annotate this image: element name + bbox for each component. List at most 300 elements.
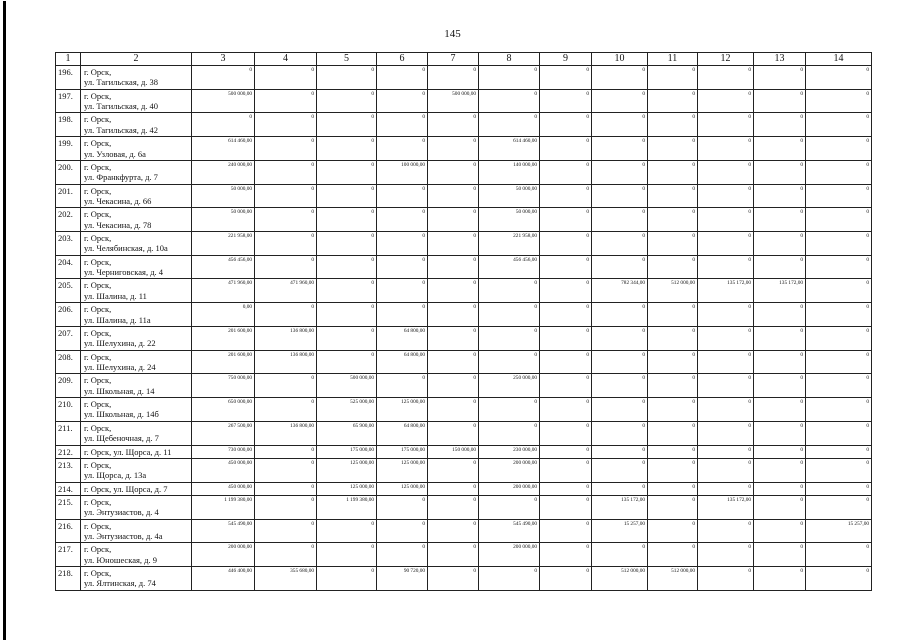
table-row (56, 350, 872, 374)
value-cell: 100 000,00 (377, 160, 428, 184)
address-cell (81, 208, 192, 232)
value-cell: 0 (592, 160, 648, 184)
value-cell: 0 (806, 445, 872, 458)
table-row (56, 232, 872, 256)
address-cell (81, 543, 192, 567)
value-cell: 0 (479, 113, 540, 137)
value-cell: 0 (648, 113, 698, 137)
value-cell: 730 000,00 (192, 445, 255, 458)
address-line: г. Орск, (84, 280, 112, 291)
address-cell (81, 482, 192, 495)
value-cell: 456 456,00 (192, 255, 255, 279)
value-cell: 0 (648, 208, 698, 232)
value-cell: 512 000,00 (648, 279, 698, 303)
value-cell: 0 (698, 303, 754, 327)
column-header-3: 3 (192, 53, 255, 66)
value-cell: 0 (806, 303, 872, 327)
value-cell: 0 (698, 421, 754, 445)
value-cell: 0 (754, 255, 806, 279)
value-cell: 0 (377, 184, 428, 208)
address-cell (81, 279, 192, 303)
value-cell: 0 (540, 445, 592, 458)
value-cell: 0 (255, 66, 317, 90)
address-cell (81, 303, 192, 327)
value-cell: 0 (540, 519, 592, 543)
value-cell: 0 (754, 89, 806, 113)
value-cell: 140 000,00 (479, 160, 540, 184)
value-cell: 545 490,00 (479, 519, 540, 543)
column-header-7: 7 (428, 53, 479, 66)
value-cell: 0 (540, 232, 592, 256)
row-number: 208. (56, 350, 81, 374)
value-cell: 0 (698, 482, 754, 495)
value-cell: 471 960,00 (192, 279, 255, 303)
value-cell: 0 (317, 303, 377, 327)
address-line: ул. Шалина, д. 11а (84, 314, 151, 325)
value-cell: 135 172,00 (698, 279, 754, 303)
value-cell: 0 (255, 519, 317, 543)
value-cell: 0 (754, 160, 806, 184)
value-cell: 0 (754, 519, 806, 543)
value-cell: 0 (592, 208, 648, 232)
address-cell (81, 495, 192, 519)
value-cell: 0 (377, 137, 428, 161)
value-cell: 135 172,00 (698, 495, 754, 519)
value-cell: 0 (428, 279, 479, 303)
value-cell: 0 (754, 113, 806, 137)
row-number: 209. (56, 374, 81, 398)
address-line: ул. Юношеская, д. 9 (84, 554, 157, 565)
value-cell: 0 (592, 445, 648, 458)
value-cell: 0 (428, 350, 479, 374)
value-cell: 650 000,00 (192, 398, 255, 422)
address-line: ул. Энтузиастов, д. 4 (84, 507, 159, 518)
value-cell: 0 (479, 66, 540, 90)
address-cell (81, 137, 192, 161)
value-cell: 0 (317, 543, 377, 567)
value-cell: 0 (377, 232, 428, 256)
value-cell: 500 000,00 (317, 374, 377, 398)
value-cell: 0 (592, 113, 648, 137)
value-cell: 0 (648, 421, 698, 445)
table-row (56, 303, 872, 327)
value-cell: 0 (428, 113, 479, 137)
row-number: 207. (56, 326, 81, 350)
value-cell: 136 800,00 (255, 326, 317, 350)
column-header-13: 13 (754, 53, 806, 66)
value-cell: 0 (648, 255, 698, 279)
value-cell: 0 (648, 184, 698, 208)
value-cell: 0 (428, 398, 479, 422)
address-line: г. Орск, (84, 304, 112, 315)
value-cell: 0 (428, 232, 479, 256)
value-cell: 0 (540, 160, 592, 184)
column-header-1: 1 (56, 53, 81, 66)
value-cell: 0 (806, 458, 872, 482)
value-cell: 0 (698, 350, 754, 374)
value-cell: 0 (317, 567, 377, 591)
value-cell: 175 000,00 (377, 445, 428, 458)
value-cell: 0 (806, 66, 872, 90)
value-cell: 0 (377, 495, 428, 519)
column-header-10: 10 (592, 53, 648, 66)
row-number: 204. (56, 255, 81, 279)
value-cell: 0 (806, 113, 872, 137)
column-header-12: 12 (698, 53, 754, 66)
address-line: ул. Школьная, д. 14б (84, 409, 159, 420)
row-number: 199. (56, 137, 81, 161)
row-number: 202. (56, 208, 81, 232)
data-table (55, 52, 872, 591)
page-edge-bar (3, 1, 6, 640)
value-cell: 0 (754, 421, 806, 445)
value-cell: 614 460,00 (192, 137, 255, 161)
value-cell: 64 800,00 (377, 421, 428, 445)
table-row (56, 279, 872, 303)
value-cell: 471 960,00 (255, 279, 317, 303)
value-cell: 0 (479, 350, 540, 374)
value-cell: 0 (754, 232, 806, 256)
value-cell: 782 344,00 (592, 279, 648, 303)
value-cell: 0 (540, 350, 592, 374)
address-line: ул. Шелухина, д. 22 (84, 338, 156, 349)
value-cell: 0 (754, 184, 806, 208)
value-cell: 267 500,00 (192, 421, 255, 445)
row-number: 198. (56, 113, 81, 137)
row-number: 196. (56, 66, 81, 90)
value-cell: 0 (540, 482, 592, 495)
address-line: ул. Тагильская, д. 42 (84, 124, 159, 135)
value-cell: 0 (592, 543, 648, 567)
address-cell (81, 160, 192, 184)
value-cell: 0 (317, 519, 377, 543)
table-row (56, 482, 872, 495)
value-cell: 0 (806, 89, 872, 113)
table-row (56, 398, 872, 422)
value-cell: 0 (540, 255, 592, 279)
table-row (56, 543, 872, 567)
value-cell: 0 (698, 445, 754, 458)
value-cell: 65 900,00 (317, 421, 377, 445)
value-cell: 0 (255, 543, 317, 567)
value-cell: 0 (592, 458, 648, 482)
value-cell: 0 (540, 279, 592, 303)
value-cell: 614 460,00 (479, 137, 540, 161)
value-cell: 0 (192, 66, 255, 90)
value-cell: 0 (806, 255, 872, 279)
value-cell: 0 (428, 208, 479, 232)
value-cell: 0 (428, 184, 479, 208)
value-cell: 0 (540, 567, 592, 591)
value-cell: 0 (806, 184, 872, 208)
value-cell: 0 (255, 184, 317, 208)
address-line: г. Орск, (84, 233, 112, 244)
value-cell: 0 (754, 350, 806, 374)
value-cell: 0 (255, 89, 317, 113)
value-cell: 0 (377, 66, 428, 90)
value-cell: 0 (754, 326, 806, 350)
value-cell: 0 (754, 495, 806, 519)
value-cell: 125 000,00 (317, 482, 377, 495)
value-cell: 0 (648, 458, 698, 482)
value-cell: 200 000,00 (479, 482, 540, 495)
value-cell: 221 958,00 (479, 232, 540, 256)
value-cell: 0 (698, 232, 754, 256)
value-cell: 0 (698, 398, 754, 422)
value-cell: 0 (698, 458, 754, 482)
value-cell: 0 (648, 482, 698, 495)
value-cell: 0 (754, 543, 806, 567)
column-header-8: 8 (479, 53, 540, 66)
address-line: ул. Тагильская, д. 40 (84, 101, 159, 112)
address-line: ул. Черниговская, д. 4 (84, 267, 164, 278)
value-cell: 0 (317, 326, 377, 350)
value-cell: 0 (479, 279, 540, 303)
value-cell: 0 (698, 567, 754, 591)
value-cell: 500 000,00 (192, 89, 255, 113)
value-cell: 0 (317, 279, 377, 303)
value-cell: 50 000,00 (192, 184, 255, 208)
value-cell: 15 257,00 (592, 519, 648, 543)
table-row (56, 160, 872, 184)
value-cell: 0 (592, 421, 648, 445)
table-header-row (56, 53, 872, 66)
value-cell: 0 (540, 303, 592, 327)
value-cell: 0 (428, 519, 479, 543)
value-cell: 0 (428, 255, 479, 279)
value-cell: 0 (479, 89, 540, 113)
value-cell: 0 (317, 113, 377, 137)
value-cell: 0 (540, 184, 592, 208)
value-cell: 0 (428, 495, 479, 519)
value-cell: 0 (592, 303, 648, 327)
address-cell (81, 445, 192, 458)
address-line: ул. Ялтинская, д. 74 (84, 578, 156, 589)
address-cell (81, 458, 192, 482)
value-cell: 50 000,00 (479, 208, 540, 232)
page-number: 145 (444, 28, 461, 40)
address-cell (81, 374, 192, 398)
address-line: ул. Тагильская, д. 38 (84, 77, 159, 88)
value-cell: 201 600,00 (192, 326, 255, 350)
value-cell: 0 (317, 255, 377, 279)
row-number: 197. (56, 89, 81, 113)
value-cell: 135 172,00 (592, 495, 648, 519)
address-line: г. Орск, (84, 209, 112, 220)
value-cell: 0 (648, 398, 698, 422)
value-cell: 0 (648, 495, 698, 519)
value-cell: 0 (540, 66, 592, 90)
value-cell: 456 456,00 (479, 255, 540, 279)
address-line: г. Орск, (84, 399, 112, 410)
value-cell: 136 800,00 (255, 421, 317, 445)
value-cell: 0 (479, 421, 540, 445)
address-cell (81, 567, 192, 591)
value-cell: 0 (754, 137, 806, 161)
value-cell: 512 000,00 (592, 567, 648, 591)
value-cell: 0 (806, 137, 872, 161)
value-cell: 0 (377, 89, 428, 113)
value-cell: 0 (698, 137, 754, 161)
value-cell: 125 000,00 (377, 482, 428, 495)
value-cell: 125 000,00 (377, 398, 428, 422)
value-cell: 0 (806, 374, 872, 398)
value-cell: 0 (754, 66, 806, 90)
value-cell: 0 (648, 543, 698, 567)
value-cell: 0 (255, 303, 317, 327)
value-cell: 250 000,00 (479, 374, 540, 398)
value-cell: 0 (428, 374, 479, 398)
address-line: ул. Шелухина, д. 24 (84, 361, 156, 372)
value-cell: 0 (698, 374, 754, 398)
address-line: г. Орск, (84, 544, 112, 555)
address-line: г. Орск, (84, 351, 112, 362)
value-cell: 0 (592, 137, 648, 161)
table-row (56, 137, 872, 161)
address-cell (81, 350, 192, 374)
value-cell: 0 (754, 482, 806, 495)
value-cell: 0 (540, 374, 592, 398)
value-cell: 0 (255, 137, 317, 161)
address-line: г. Орск, (84, 459, 112, 470)
value-cell: 0 (648, 137, 698, 161)
value-cell: 0 (592, 255, 648, 279)
address-line: г. Орск, (84, 422, 112, 433)
value-cell: 0 (428, 303, 479, 327)
address-line: г. Орск, (84, 114, 112, 125)
address-line: ул. Школьная, д. 14 (84, 385, 155, 396)
table-row (56, 458, 872, 482)
row-number: 211. (56, 421, 81, 445)
address-line: г. Орск, (84, 90, 112, 101)
value-cell: 0 (428, 160, 479, 184)
table-row (56, 113, 872, 137)
value-cell: 0 (377, 208, 428, 232)
column-header-4: 4 (255, 53, 317, 66)
value-cell: 0 (806, 232, 872, 256)
address-cell (81, 398, 192, 422)
table-row (56, 567, 872, 591)
address-line: г. Орск, (84, 375, 112, 386)
value-cell: 0 (698, 184, 754, 208)
address-cell (81, 326, 192, 350)
table-row (56, 326, 872, 350)
value-cell: 0 (754, 208, 806, 232)
value-cell: 150 000,00 (428, 445, 479, 458)
value-cell: 0 (540, 113, 592, 137)
value-cell: 525 000,00 (317, 398, 377, 422)
value-cell: 0 (592, 482, 648, 495)
value-cell: 0 (806, 421, 872, 445)
row-number: 213. (56, 458, 81, 482)
address-cell (81, 184, 192, 208)
value-cell: 1 199 380,00 (317, 495, 377, 519)
value-cell: 0 (592, 66, 648, 90)
value-cell: 0 (377, 374, 428, 398)
value-cell: 0 (806, 160, 872, 184)
row-number: 216. (56, 519, 81, 543)
value-cell: 0 (806, 495, 872, 519)
value-cell: 0 (479, 303, 540, 327)
table-row (56, 208, 872, 232)
value-cell: 0 (754, 458, 806, 482)
value-cell: 0 (806, 543, 872, 567)
row-number: 206. (56, 303, 81, 327)
address-line: г. Орск, (84, 67, 112, 77)
value-cell: 0 (806, 279, 872, 303)
value-cell: 0 (698, 326, 754, 350)
address-line: ул. Челябинская, д. 10а (84, 243, 168, 254)
table-row (56, 89, 872, 113)
value-cell: 90 720,00 (377, 567, 428, 591)
address-line: г. Орск, (84, 185, 112, 196)
value-cell: 0 (698, 208, 754, 232)
value-cell: 500 000,00 (428, 89, 479, 113)
value-cell: 0 (806, 326, 872, 350)
value-cell: 0 (377, 543, 428, 567)
value-cell: 0 (428, 543, 479, 567)
column-header-2: 2 (81, 53, 192, 66)
value-cell: 0 (806, 208, 872, 232)
value-cell: 0 (806, 482, 872, 495)
value-cell: 450 000,00 (192, 458, 255, 482)
value-cell: 0 (698, 543, 754, 567)
value-cell: 0 (317, 160, 377, 184)
value-cell: 0 (317, 350, 377, 374)
table-row (56, 495, 872, 519)
address-line: г. Орск, (84, 496, 112, 507)
address-cell (81, 519, 192, 543)
row-number: 205. (56, 279, 81, 303)
value-cell: 0 (255, 208, 317, 232)
value-cell: 0,00 (192, 303, 255, 327)
value-cell: 0 (592, 326, 648, 350)
value-cell: 0 (648, 350, 698, 374)
address-line: г. Орск, (84, 520, 112, 531)
value-cell: 175 000,00 (317, 445, 377, 458)
row-number: 217. (56, 543, 81, 567)
value-cell: 0 (648, 232, 698, 256)
value-cell: 0 (540, 89, 592, 113)
value-cell: 0 (255, 458, 317, 482)
value-cell: 0 (698, 66, 754, 90)
value-cell: 0 (317, 137, 377, 161)
value-cell: 125 000,00 (377, 458, 428, 482)
value-cell: 200 000,00 (479, 458, 540, 482)
value-cell: 0 (648, 66, 698, 90)
address-line: ул. Чекасина, д. 78 (84, 219, 152, 230)
value-cell: 0 (592, 350, 648, 374)
value-cell: 0 (428, 326, 479, 350)
value-cell: 0 (317, 208, 377, 232)
value-cell: 0 (540, 458, 592, 482)
address-cell (81, 232, 192, 256)
column-header-11: 11 (648, 53, 698, 66)
value-cell: 0 (806, 398, 872, 422)
address-line: ул. Узловая, д. 6а (84, 148, 146, 159)
value-cell: 450 000,00 (192, 482, 255, 495)
value-cell: 0 (806, 350, 872, 374)
value-cell: 0 (317, 184, 377, 208)
value-cell: 0 (317, 89, 377, 113)
value-cell: 446 400,00 (192, 567, 255, 591)
address-line: ул. Энтузиастов, д. 4а (84, 531, 163, 542)
row-number: 201. (56, 184, 81, 208)
value-cell: 0 (648, 89, 698, 113)
row-number: 212. (56, 445, 81, 458)
row-number: 218. (56, 567, 81, 591)
value-cell: 240 000,00 (192, 160, 255, 184)
